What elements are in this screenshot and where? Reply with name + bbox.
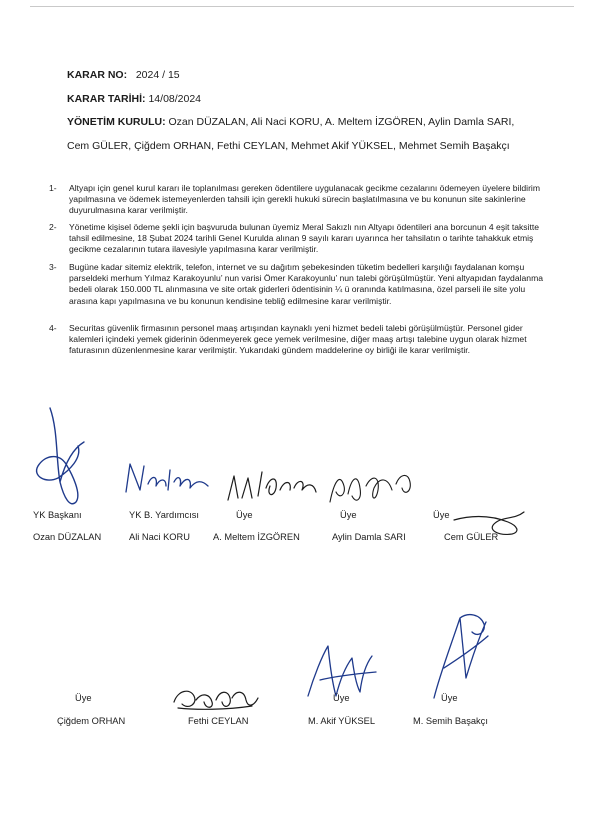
- signatory-name: Ozan DÜZALAN: [33, 532, 102, 542]
- signatory-name: A. Meltem İZGÖREN: [213, 532, 300, 542]
- decision-date-label: KARAR TARİHİ:: [67, 93, 146, 105]
- signatory-name: Çiğdem ORHAN: [57, 716, 126, 726]
- item-number: 4-: [49, 323, 57, 333]
- board-members-line1: Ozan DÜZALAN, Ali Naci KORU, A. Meltem İZGÖREN, Aylin Damla SARI,: [168, 116, 515, 128]
- item-text: Bugüne kadar sitemiz elektrik, telefon, internet ve su dağıtım şebekesinden tüketim bedelleri karşılığı faydalanan komşu parseldeki merhum Yılmaz Karakoyunlu’ nun varisi Ömer Karakoyunlu’ nun talebi görüşülmüştür. Yeni altyapıdan faydalanma bedeli olarak 150.000 TL alınmasına ve site ortak giderleri ödentisinin ¼ ü oranında katılmasına, özel parseli ile site yolu arasına kapı yapılmasına ve bu konunun kendisine tebliğ edilmesine karar verilmiştir.: [69, 262, 544, 306]
- signatory-role: YK B. Yardımcısı: [129, 510, 199, 520]
- page-top-border: [30, 6, 574, 7]
- decision-number-label: KARAR NO:: [67, 69, 128, 81]
- item-number: 3-: [49, 262, 57, 272]
- signatory-name: Cem GÜLER: [444, 532, 499, 542]
- signatory-name: Fethi CEYLAN: [188, 716, 249, 726]
- item-number: 2-: [49, 222, 57, 232]
- signatory-name: Ali Naci KORU: [129, 532, 190, 542]
- item-text: Altyapı için genel kurul kararı ile toplanılması gereken ödentilere uygulanacak gecikme cezalarını ödemeyen üyelere bildirim yapılmasına ve ödemek istemeyenlerden tahsili için gerekli hukuki sürecin başlatılmasına ve bu konunun site sakinlerine duyurulmasına karar verilmiştir.: [69, 183, 540, 216]
- signature-fethi-ceylan: [166, 678, 264, 716]
- signatory-role: Üye: [333, 693, 350, 703]
- signature-ozan-duzalan: [20, 390, 100, 530]
- signatory-role: Üye: [441, 693, 458, 703]
- board-members: [67, 116, 514, 129]
- decision-number-value: 2024 / 15: [135, 69, 180, 81]
- board-label: YÖNETİM KURULU:: [67, 116, 166, 128]
- decision-date-value: 14/08/2024: [148, 93, 202, 105]
- decision-number: [67, 69, 180, 82]
- signatory-name: M. Akif YÜKSEL: [308, 716, 375, 726]
- item-text: Yönetime kişisel ödeme şekli için başvuruda bulunan üyemiz Meral Sakızlı nın Altyapı ödentileri ana borcunun 4 eşit taksitte tahsil edilmesine, 18 Şubat 2024 tarihli Genel Kurulda alınan 9 sayılı kararı uyarınca her tahsilatın o tarihte tahakkuk etmiş gecikme cezalarının tutara ilavesiyle yapılmasına karar verilmiştir.: [69, 222, 540, 255]
- board-members-continued: Cem GÜLER, Çiğdem ORHAN, Fethi CEYLAN, Mehmet Akif YÜKSEL, Mehmet Semih Başakçı: [67, 140, 510, 152]
- signatory-name: Aylin Damla SARI: [332, 532, 406, 542]
- item-number: 1-: [49, 183, 57, 193]
- signatory-role: Üye: [236, 510, 253, 520]
- signature-aylin-damla-sari: [322, 456, 422, 512]
- item-text: Securitas güvenlik firmasının personel maaş artışından kaynaklı yeni hizmet bedeli talebi görüşülmüştür. Personel gider kalemleri içindeki yemek giderinin ödenmeyerek gece yemek verilmesine, diğer maaş artışı talebine uygun olarak hizmet faturasının düzenlenmesine karar verilmiştir. Yukarıdaki gündem maddelerine oy birliği ile karar verilmiştir.: [69, 323, 527, 356]
- signatory-role: Üye: [75, 693, 92, 703]
- signatory-role: YK Başkanı: [33, 510, 82, 520]
- signature-semih-basakci: [420, 598, 500, 710]
- decision-date: [67, 93, 201, 106]
- signatory-name: M. Semih Başakçı: [413, 716, 488, 726]
- signatory-role: Üye: [340, 510, 357, 520]
- signature-meltem-izgoren: [222, 458, 322, 506]
- signature-ali-naci-koru: [122, 456, 214, 502]
- signatory-role: Üye: [433, 510, 450, 520]
